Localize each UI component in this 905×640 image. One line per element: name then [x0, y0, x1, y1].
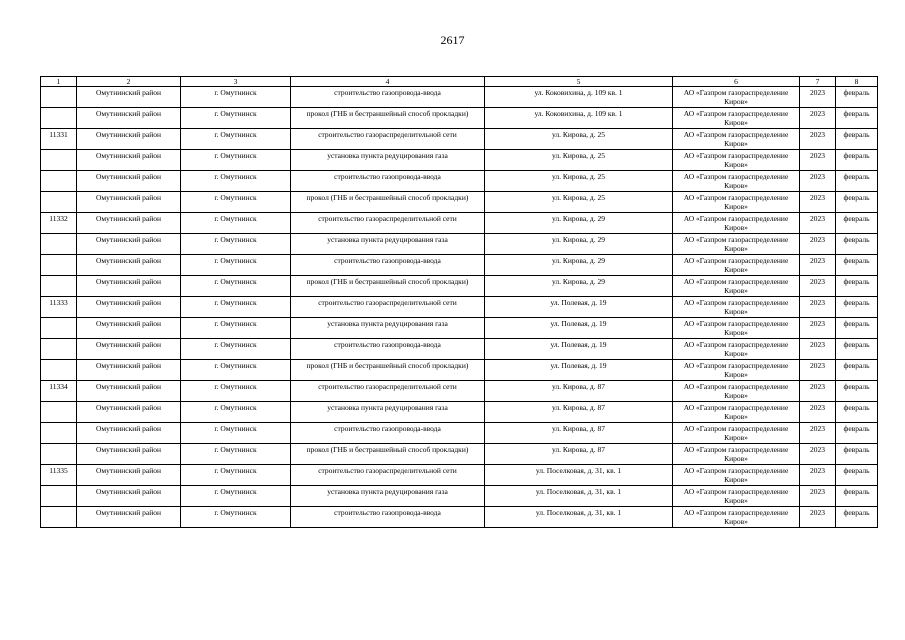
cell-district: Омутнинский район [77, 402, 181, 423]
table-row [41, 507, 878, 528]
cell-work-type: установка пункта редуцирования газа [291, 318, 485, 339]
cell-work-type: строительство газораспределительной сети [291, 297, 485, 318]
table-row [41, 297, 878, 318]
table-row [41, 150, 878, 171]
table-row [41, 255, 878, 276]
cell-month: февраль [836, 213, 878, 234]
cell-month: февраль [836, 255, 878, 276]
header-cell-city: 3 [181, 77, 291, 87]
cell-work-type: установка пункта редуцирования газа [291, 234, 485, 255]
table-row [41, 171, 878, 192]
cell-district: Омутнинский район [77, 381, 181, 402]
cell-year: 2023 [800, 507, 836, 528]
cell-address: ул. Кирова, д. 25 [485, 192, 673, 213]
table-row [41, 192, 878, 213]
cell-month: февраль [836, 276, 878, 297]
table-row [41, 339, 878, 360]
cell-year: 2023 [800, 171, 836, 192]
header-cell-month: 8 [836, 77, 878, 87]
cell-year: 2023 [800, 234, 836, 255]
cell-district: Омутнинский район [77, 486, 181, 507]
cell-row-number: 11331 [41, 129, 77, 150]
cell-contractor: АО «Газпром газораспределение Киров» [673, 192, 800, 213]
cell-city: г. Омутнинск [181, 129, 291, 150]
header-cell-year: 7 [800, 77, 836, 87]
cell-month: февраль [836, 381, 878, 402]
cell-work-type: установка пункта редуцирования газа [291, 486, 485, 507]
cell-city: г. Омутнинск [181, 381, 291, 402]
cell-row-number [41, 318, 77, 339]
cell-address: ул. Кирова, д. 29 [485, 276, 673, 297]
cell-row-number [41, 339, 77, 360]
cell-year: 2023 [800, 444, 836, 465]
cell-month: февраль [836, 87, 878, 108]
cell-contractor: АО «Газпром газораспределение Киров» [673, 171, 800, 192]
cell-contractor: АО «Газпром газораспределение Киров» [673, 423, 800, 444]
cell-address: ул. Кирова, д. 29 [485, 234, 673, 255]
table-row [41, 360, 878, 381]
cell-address: ул. Поселковая, д. 31, кв. 1 [485, 486, 673, 507]
cell-city: г. Омутнинск [181, 423, 291, 444]
table-row [41, 465, 878, 486]
cell-year: 2023 [800, 297, 836, 318]
cell-district: Омутнинский район [77, 255, 181, 276]
cell-city: г. Омутнинск [181, 318, 291, 339]
cell-year: 2023 [800, 381, 836, 402]
cell-row-number [41, 276, 77, 297]
cell-row-number [41, 171, 77, 192]
cell-district: Омутнинский район [77, 444, 181, 465]
cell-contractor: АО «Газпром газораспределение Киров» [673, 339, 800, 360]
cell-row-number [41, 486, 77, 507]
cell-city: г. Омутнинск [181, 213, 291, 234]
cell-city: г. Омутнинск [181, 402, 291, 423]
cell-district: Омутнинский район [77, 318, 181, 339]
header-cell-row-number: 1 [41, 77, 77, 87]
cell-row-number: 11335 [41, 465, 77, 486]
cell-contractor: АО «Газпром газораспределение Киров» [673, 402, 800, 423]
cell-city: г. Омутнинск [181, 108, 291, 129]
cell-district: Омутнинский район [77, 360, 181, 381]
cell-contractor: АО «Газпром газораспределение Киров» [673, 129, 800, 150]
cell-contractor: АО «Газпром газораспределение Киров» [673, 297, 800, 318]
cell-row-number: 11332 [41, 213, 77, 234]
cell-month: февраль [836, 423, 878, 444]
cell-city: г. Омутнинск [181, 297, 291, 318]
cell-row-number [41, 87, 77, 108]
cell-work-type: установка пункта редуцирования газа [291, 150, 485, 171]
cell-address: ул. Кирова, д. 87 [485, 402, 673, 423]
cell-work-type: строительство газораспределительной сети [291, 465, 485, 486]
cell-contractor: АО «Газпром газораспределение Киров» [673, 87, 800, 108]
cell-row-number [41, 150, 77, 171]
cell-city: г. Омутнинск [181, 507, 291, 528]
cell-row-number: 11334 [41, 381, 77, 402]
cell-address: ул. Кирова, д. 29 [485, 255, 673, 276]
cell-year: 2023 [800, 486, 836, 507]
cell-month: февраль [836, 507, 878, 528]
cell-work-type: строительство газопровода-ввода [291, 255, 485, 276]
cell-city: г. Омутнинск [181, 87, 291, 108]
cell-city: г. Омутнинск [181, 444, 291, 465]
cell-year: 2023 [800, 192, 836, 213]
table-row [41, 381, 878, 402]
cell-district: Омутнинский район [77, 129, 181, 150]
table-row [41, 318, 878, 339]
cell-address: ул. Полевая, д. 19 [485, 360, 673, 381]
cell-address: ул. Кирова, д. 87 [485, 381, 673, 402]
table-row [41, 129, 878, 150]
cell-district: Омутнинский район [77, 171, 181, 192]
cell-city: г. Омутнинск [181, 276, 291, 297]
cell-work-type: строительство газораспределительной сети [291, 381, 485, 402]
cell-district: Омутнинский район [77, 276, 181, 297]
page-number: 2617 [440, 33, 465, 47]
cell-work-type: строительство газопровода-ввода [291, 423, 485, 444]
header-cell-work-type: 4 [291, 77, 485, 87]
cell-year: 2023 [800, 255, 836, 276]
cell-district: Омутнинский район [77, 108, 181, 129]
cell-work-type: строительство газораспределительной сети [291, 213, 485, 234]
cell-work-type: строительство газопровода-ввода [291, 87, 485, 108]
cell-year: 2023 [800, 87, 836, 108]
cell-month: февраль [836, 360, 878, 381]
table-row [41, 108, 878, 129]
cell-address: ул. Коковихина, д. 109 кв. 1 [485, 87, 673, 108]
cell-contractor: АО «Газпром газораспределение Киров» [673, 381, 800, 402]
cell-work-type: строительство газопровода-ввода [291, 507, 485, 528]
cell-address: ул. Поселковая, д. 31, кв. 1 [485, 465, 673, 486]
cell-year: 2023 [800, 318, 836, 339]
cell-work-type: прокол (ГНБ и бестраншейный способ прокладки) [291, 360, 485, 381]
cell-address: ул. Поселковая, д. 31, кв. 1 [485, 507, 673, 528]
cell-district: Омутнинский район [77, 234, 181, 255]
cell-address: ул. Полевая, д. 19 [485, 297, 673, 318]
header-cell-address: 5 [485, 77, 673, 87]
cell-district: Омутнинский район [77, 297, 181, 318]
cell-city: г. Омутнинск [181, 465, 291, 486]
cell-month: февраль [836, 486, 878, 507]
cell-address: ул. Кирова, д. 87 [485, 444, 673, 465]
table-row [41, 276, 878, 297]
cell-row-number [41, 234, 77, 255]
cell-contractor: АО «Газпром газораспределение Киров» [673, 234, 800, 255]
cell-contractor: АО «Газпром газораспределение Киров» [673, 465, 800, 486]
cell-city: г. Омутнинск [181, 255, 291, 276]
data-table [40, 76, 878, 528]
cell-contractor: АО «Газпром газораспределение Киров» [673, 213, 800, 234]
cell-district: Омутнинский район [77, 192, 181, 213]
cell-city: г. Омутнинск [181, 171, 291, 192]
cell-contractor: АО «Газпром газораспределение Киров» [673, 486, 800, 507]
table-row [41, 87, 878, 108]
table-row [41, 444, 878, 465]
cell-district: Омутнинский район [77, 150, 181, 171]
table-header-row [41, 77, 878, 87]
cell-month: февраль [836, 339, 878, 360]
cell-month: февраль [836, 108, 878, 129]
cell-address: ул. Кирова, д. 87 [485, 423, 673, 444]
cell-district: Омутнинский район [77, 465, 181, 486]
cell-address: ул. Полевая, д. 19 [485, 318, 673, 339]
cell-year: 2023 [800, 360, 836, 381]
cell-district: Омутнинский район [77, 87, 181, 108]
cell-address: ул. Полевая, д. 19 [485, 339, 673, 360]
cell-work-type: установка пункта редуцирования газа [291, 402, 485, 423]
cell-work-type: прокол (ГНБ и бестраншейный способ прокладки) [291, 192, 485, 213]
cell-contractor: АО «Газпром газораспределение Киров» [673, 276, 800, 297]
cell-row-number [41, 507, 77, 528]
cell-month: февраль [836, 465, 878, 486]
cell-contractor: АО «Газпром газораспределение Киров» [673, 150, 800, 171]
cell-row-number [41, 108, 77, 129]
cell-year: 2023 [800, 150, 836, 171]
cell-month: февраль [836, 402, 878, 423]
cell-year: 2023 [800, 108, 836, 129]
cell-city: г. Омутнинск [181, 486, 291, 507]
cell-month: февраль [836, 129, 878, 150]
cell-row-number [41, 423, 77, 444]
cell-address: ул. Кирова, д. 29 [485, 213, 673, 234]
cell-address: ул. Коковихина, д. 109 кв. 1 [485, 108, 673, 129]
cell-work-type: строительство газопровода-ввода [291, 171, 485, 192]
table-row [41, 402, 878, 423]
cell-city: г. Омутнинск [181, 360, 291, 381]
table-row [41, 234, 878, 255]
cell-city: г. Омутнинск [181, 234, 291, 255]
cell-year: 2023 [800, 423, 836, 444]
cell-work-type: прокол (ГНБ и бестраншейный способ прокладки) [291, 108, 485, 129]
cell-work-type: прокол (ГНБ и бестраншейный способ прокладки) [291, 444, 485, 465]
cell-address: ул. Кирова, д. 25 [485, 171, 673, 192]
cell-district: Омутнинский район [77, 339, 181, 360]
cell-work-type: прокол (ГНБ и бестраншейный способ прокладки) [291, 276, 485, 297]
cell-address: ул. Кирова, д. 25 [485, 129, 673, 150]
cell-contractor: АО «Газпром газораспределение Киров» [673, 444, 800, 465]
cell-district: Омутнинский район [77, 423, 181, 444]
cell-district: Омутнинский район [77, 213, 181, 234]
cell-contractor: АО «Газпром газораспределение Киров» [673, 318, 800, 339]
cell-work-type: строительство газораспределительной сети [291, 129, 485, 150]
cell-month: февраль [836, 150, 878, 171]
cell-contractor: АО «Газпром газораспределение Киров» [673, 360, 800, 381]
cell-year: 2023 [800, 213, 836, 234]
cell-row-number: 11333 [41, 297, 77, 318]
cell-district: Омутнинский район [77, 507, 181, 528]
cell-contractor: АО «Газпром газораспределение Киров» [673, 108, 800, 129]
cell-row-number [41, 444, 77, 465]
cell-contractor: АО «Газпром газораспределение Киров» [673, 255, 800, 276]
table-row [41, 213, 878, 234]
cell-city: г. Омутнинск [181, 339, 291, 360]
cell-city: г. Омутнинск [181, 150, 291, 171]
cell-month: февраль [836, 234, 878, 255]
cell-month: февраль [836, 297, 878, 318]
cell-work-type: строительство газопровода-ввода [291, 339, 485, 360]
cell-year: 2023 [800, 339, 836, 360]
cell-year: 2023 [800, 402, 836, 423]
cell-city: г. Омутнинск [181, 192, 291, 213]
table-row [41, 423, 878, 444]
cell-row-number [41, 360, 77, 381]
cell-month: февраль [836, 171, 878, 192]
cell-month: февраль [836, 444, 878, 465]
cell-year: 2023 [800, 276, 836, 297]
cell-row-number [41, 402, 77, 423]
header-cell-district: 2 [77, 77, 181, 87]
cell-month: февраль [836, 318, 878, 339]
cell-year: 2023 [800, 129, 836, 150]
cell-year: 2023 [800, 465, 836, 486]
cell-row-number [41, 255, 77, 276]
cell-contractor: АО «Газпром газораспределение Киров» [673, 507, 800, 528]
cell-address: ул. Кирова, д. 25 [485, 150, 673, 171]
header-cell-contractor: 6 [673, 77, 800, 87]
table-row [41, 486, 878, 507]
cell-row-number [41, 192, 77, 213]
cell-month: февраль [836, 192, 878, 213]
